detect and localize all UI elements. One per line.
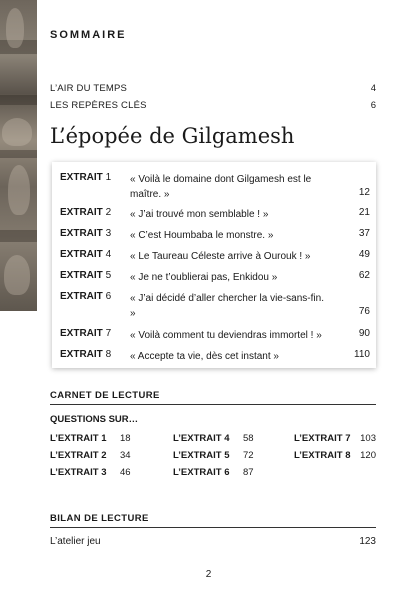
questions-label: QUESTIONS SUR… [50, 414, 139, 425]
toc-item-label: LES REPÈRES CLÉS [50, 100, 147, 111]
bilan-heading [50, 513, 376, 524]
question-item[interactable] [50, 450, 160, 461]
carnet-heading-label: CARNET DE LECTURE [50, 390, 160, 401]
question-item-label: L’EXTRAIT 5 [173, 450, 230, 461]
question-item-label: L’EXTRAIT 3 [50, 467, 107, 478]
extrait-title: « Je ne t’oublierai pas, Enkidou » [130, 272, 278, 283]
question-item-page: 58 [243, 433, 254, 444]
extrait-page: 110 [354, 349, 370, 360]
page-title: SOMMAIRE [50, 29, 127, 41]
toc-item-label: L’AIR DU TEMPS [50, 83, 128, 94]
extrait-title: « Accepte ta vie, dès cet instant » [130, 351, 279, 362]
extrait-title: « C’est Houmbaba le monstre. » [130, 230, 274, 241]
toc-item-reperes-cles[interactable] [50, 100, 376, 111]
extrait-page: 37 [358, 228, 370, 239]
extrait-label: EXTRAIT 5 [60, 270, 112, 281]
question-item-page: 72 [243, 450, 254, 461]
toc-item-page: 6 [370, 100, 376, 111]
bilan-item[interactable] [50, 536, 376, 547]
question-item-label: L’EXTRAIT 1 [50, 433, 107, 444]
toc-item-air-du-temps[interactable] [50, 83, 376, 94]
bilan-heading-label: BILAN DE LECTURE [50, 513, 149, 524]
question-item-label: L’EXTRAIT 6 [173, 467, 230, 478]
extrait-title: « Le Taureau Céleste arrive à Ourouk ! » [130, 251, 311, 262]
extrait-label: EXTRAIT 4 [60, 249, 112, 260]
bilan-item-page: 123 [359, 536, 376, 547]
question-item[interactable] [294, 433, 376, 444]
extrait-label: EXTRAIT 3 [60, 228, 112, 239]
extrait-page: 49 [358, 249, 370, 260]
question-item-label: L’EXTRAIT 4 [173, 433, 230, 444]
extrait-page: 90 [358, 328, 370, 339]
question-item-page: 120 [360, 450, 376, 461]
extrait-label: EXTRAIT 7 [60, 328, 112, 339]
extrait-page: 76 [358, 306, 370, 317]
book-title: L’épopée de Gilgamesh [50, 124, 295, 148]
section-divider [50, 527, 376, 528]
question-item-page: 87 [243, 467, 254, 478]
extrait-title: « Voilà comment tu deviendras immortel ! » [130, 330, 322, 341]
question-item-page: 18 [120, 433, 131, 444]
question-item[interactable] [294, 450, 376, 461]
question-item-label: L’EXTRAIT 8 [294, 450, 351, 461]
extrait-label: EXTRAIT 1 [60, 172, 112, 183]
extrait-page: 62 [358, 270, 370, 281]
extrait-page: 12 [358, 187, 370, 198]
question-item[interactable] [50, 433, 160, 444]
page-number: 2 [205, 569, 212, 580]
extraits-box [52, 162, 376, 368]
extrait-label: EXTRAIT 2 [60, 207, 112, 218]
question-item-label: L’EXTRAIT 2 [50, 450, 107, 461]
question-item[interactable] [173, 467, 283, 478]
extrait-page: 21 [358, 207, 370, 218]
toc-item-page: 4 [370, 83, 376, 94]
extrait-label: EXTRAIT 8 [60, 349, 112, 360]
question-item-page: 46 [120, 467, 131, 478]
question-item[interactable] [50, 467, 160, 478]
extrait-title: « Voilà le domaine dont Gilgamesh est le maître. » [130, 174, 312, 200]
question-item-label: L’EXTRAIT 7 [294, 433, 351, 444]
extrait-title: « J’ai décidé d’aller chercher la vie-sans-fin. » [130, 293, 324, 319]
extrait-title: « J’ai trouvé mon semblable ! » [130, 209, 269, 220]
question-item-page: 34 [120, 450, 131, 461]
question-item[interactable] [173, 433, 283, 444]
bilan-item-label: L’atelier jeu [50, 536, 101, 547]
cover-image-strip [0, 0, 37, 311]
carnet-heading [50, 390, 376, 401]
extrait-label: EXTRAIT 6 [60, 291, 112, 302]
section-divider [50, 404, 376, 405]
question-item-page: 103 [360, 433, 376, 444]
question-item[interactable] [173, 450, 283, 461]
